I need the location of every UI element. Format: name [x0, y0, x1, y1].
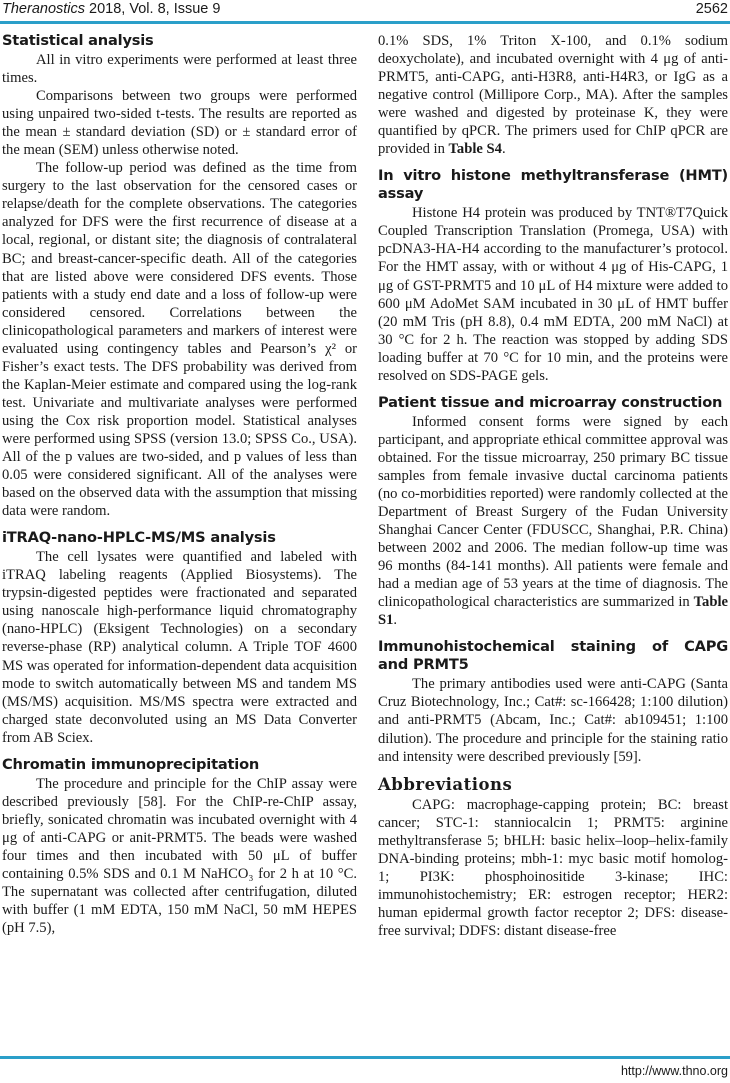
- section-hmt-assay: [378, 167, 728, 384]
- paragraph-text: .: [501, 141, 506, 158]
- section-heading: Chromatin immunoprecipitation: [2, 755, 260, 773]
- journal-citation: [2, 1, 220, 17]
- paragraph: Comparisons between two groups were performed using unpaired two-sided t-tests. The results are reported as the mean ± standard deviation (SD) or ± standard error of the mean (SEM) unless otherwise noted.: [2, 88, 357, 159]
- paragraph: [378, 413, 728, 630]
- section-statistical-analysis: [2, 32, 357, 520]
- right-column: [378, 32, 728, 940]
- journal-volume-issue: 2018, Vol. 8, Issue 9: [85, 1, 221, 17]
- section-heading: iTRAQ-nano-HPLC-MS/MS analysis: [2, 529, 276, 547]
- journal-url-link[interactable]: http://www.thno.org: [620, 1064, 728, 1078]
- table-reference-link[interactable]: Table S4: [448, 141, 502, 158]
- left-column: [2, 32, 357, 937]
- journal-name: Theranostics: [2, 1, 86, 17]
- section-heading: Statistical analysis: [2, 32, 154, 49]
- section-chromatin-immunoprecipitation: [2, 756, 357, 937]
- paragraph-text: .: [393, 612, 398, 629]
- header-rule: [0, 21, 730, 24]
- paragraph: [378, 32, 728, 158]
- section-abbreviations: [378, 776, 728, 940]
- paragraph: Histone H4 protein was produced by TNT®T7Quick Coupled Transcription Translation (Promega, USA) with pcDNA3-HA-H4 according to the manufacturer’s protocol. For the HMT assay, with or without 4 μg of His-CAPG, 1 μg of GST-PRMT5 and 10 μL of H4 mixture were added to 600 μM AdoMet SAM incubated in 30 μL of HMT buffer (20 mM Tris (pH 8.8), 0.4 mM EDTA, 200 mM NaCl) at 30 °C for 2 h. The reaction was stopped by adding SDS loading buffer at 70 °C for 10 min, and the proteins were resolved on SDS-PAGE gels.: [378, 205, 728, 384]
- section-itraq: [2, 529, 357, 747]
- page-header: [0, 0, 730, 22]
- paragraph-text: Informed consent forms were signed by each participant, and appropriate ethical committee approval was obtained. For the tissue microarray, 250 primary BC tissue samples from female invasive ductal carcinoma patients (no co-morbidities reported) were randomly collected at the Department of Breast Surgery of the Fudan University Shanghai Cancer Center (FDUSCC, Shanghai, P.R. China) between 2002 and 2006. The median follow-up time was 96 months (84-141 months). All patients were female and had a median age of 53 years at the time of diagnosis. The clinicopathological characteristics are summarized in: [378, 413, 728, 611]
- paragraph: The follow-up period was defined as the time from surgery to the last observation for the censored cases or relapse/death for the complete observations. The categories analyzed for DFS were the first recurrence of disease at a local, regional, or distant site; the diagnosis of contralateral BC; and breast-cancer-specific death. All of the categories that are listed above were considered DFS events. Those patients with a study end date and a loss of follow-up were considered censored. Correlations between the clinicopathological parameters and markers of interest were evaluated using contingency tables and Pearson’s χ² or Fisher’s exact tests. The DFS probability was derived from the Kaplan-Meier estimate and compared using the log-rank test. Univariate and multivariate analyses were performed using the Cox risk proportion model. Statistical analyses were performed using SPSS (version 13.0; SPSS Co., USA). All of the p values are two-sided, and p values of less than 0.05 were considered significant. All of the analyses were based on the observed data with the assumption that missing data were random.: [2, 160, 357, 520]
- footer-rule: [0, 1056, 730, 1059]
- table-reference-link[interactable]: Table S1: [378, 594, 728, 629]
- paragraph: The cell lysates were quantified and labeled with iTRAQ labeling reagents (Applied Biosystems). The trypsin-digested peptides were fractionated and separated using nanoscale high-performance liquid chromatography (nano-HPLC) (Eksigent Technologies) on a secondary reverse-phase (RP) analytical column. A Triple TOF 4600 MS was operated for information-dependent data acquisition mode to switch automatically between MS and tandem MS (MS/MS) acquisition. MS/MS spectra were extracted and charged state deconvoluted using an MS Data Converter from AB Sciex.: [2, 549, 358, 746]
- paragraph-text: 0.1% SDS, 1% Triton X-100, and 0.1% sodium deoxycholate), and incubated overnight with 4 μg of anti-PRMT5, anti-CAPG, anti-H3R8, anti-H4R3, or IgG as a negative control (Millipore Corp., MA). After the samples were washed and digested by proteinase K, they were quantified by qPCR. The primers used for ChIP qPCR are provided in: [378, 33, 728, 158]
- section-heading: In vitro histone methyltransferase (HMT) assay: [378, 167, 728, 203]
- section-heading: Abbreviations: [378, 774, 513, 794]
- section-patient-tissue: [378, 394, 728, 630]
- section-heading: Patient tissue and microarray construction: [378, 393, 723, 411]
- section-heading: Immunohistochemical staining of CAPG and PRMT5: [378, 638, 728, 674]
- page-number: 2562: [695, 1, 728, 17]
- paragraph: All in vitro experiments were performed at least three times.: [2, 52, 357, 87]
- paragraph: CAPG: macrophage-capping protein; BC: breast cancer; STC-1: stanniocalcin 1; PRMT5: arginine methyltransferase 5; bHLH: basic helix–loop–helix-family DNA-binding proteins; mbh-1: myc basic motif homolog-1; PI3K: phosphoinositide 3-kinase; IHC: immunohistochemistry; ER: estrogen receptor; HER2: human epidermal growth factor receptor 2; DFS: disease-free survival; DDFS: distant disease-free: [378, 796, 728, 939]
- section-immunohistochemical-staining: [378, 638, 728, 765]
- section-chip-continued: [378, 32, 728, 158]
- paragraph: The primary antibodies used were anti-CAPG (Santa Cruz Biotechnology, Inc.; Cat#: sc-166428; 1:100 dilution) and anti-PRMT5 (Abcam, Inc.; Cat#: ab109451; 1:100 dilution). The procedure and principle for the staining ratio and intensity were described previously [59].: [378, 676, 728, 765]
- paragraph: The procedure and principle for the ChIP assay were described previously [58]. For the ChIP-re-ChIP assay, briefly, sonicated chromatin was incubated overnight with 4 μg of anti-CAPG or anit-PRMT5. The beads were washed four times and then incubated with 50 μL of buffer containing 0.5% SDS and 0.1 M NaHCO₃ for 2 h at 10 °C. The supernatant was collected after centrifugation, diluted with buffer (1 mM EDTA, 150 mM NaCl, 50 mM HEPES (pH 7.5),: [2, 775, 357, 937]
